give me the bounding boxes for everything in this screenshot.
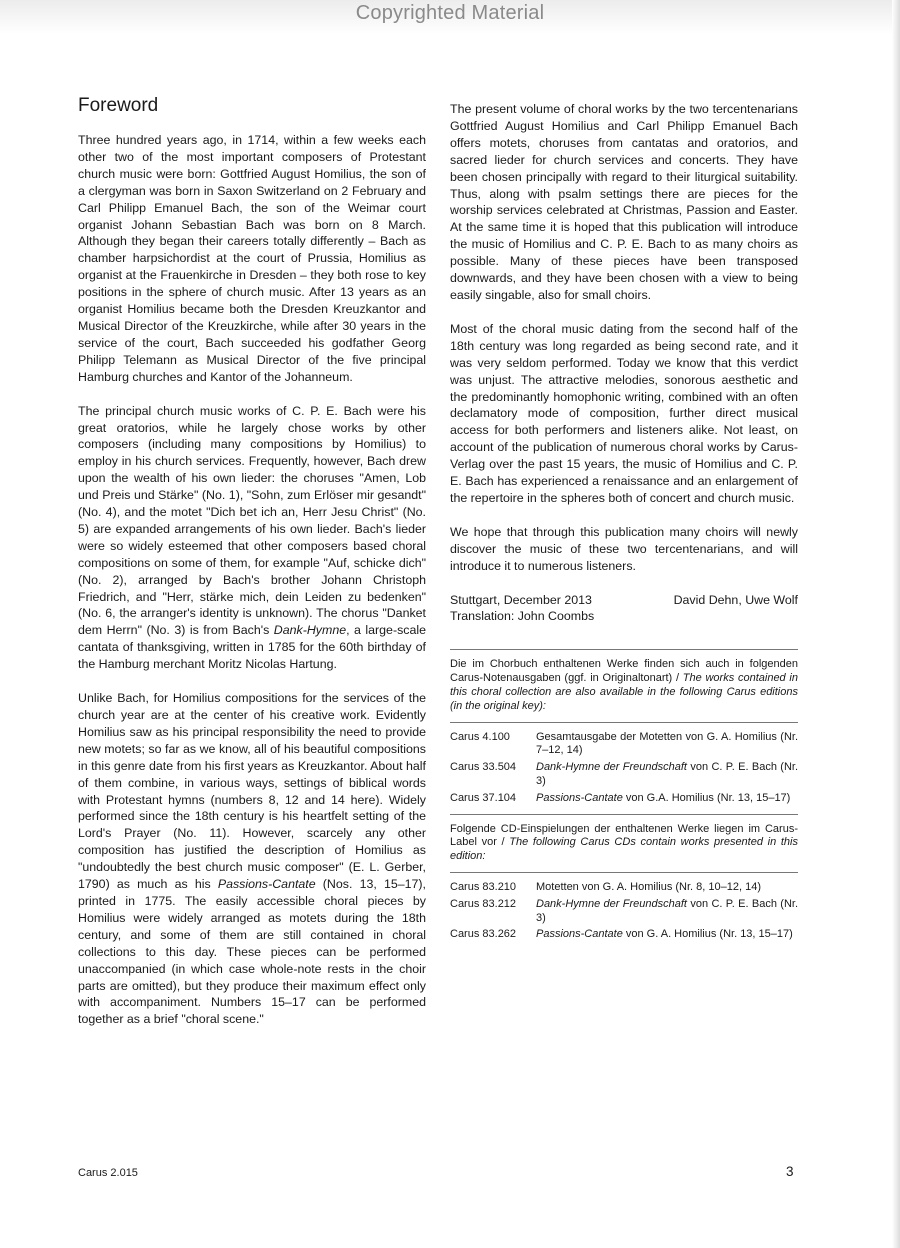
editions-intro	[450, 658, 798, 713]
cd-description	[536, 928, 798, 942]
translator: Translation: John Coombs	[450, 609, 595, 624]
edition-title: Dank-Hymne der Freundschaft	[536, 761, 687, 774]
page-right-edge	[892, 0, 900, 1248]
cd-intro-de: Folgende CD-Einspielungen der enthaltenen Werke liegen im Carus-Label vor /	[450, 822, 798, 849]
page-title: Foreword	[78, 95, 159, 116]
work-title: Dank-Hymne	[273, 623, 347, 638]
paragraph-text: Unlike Bach, for Homilius compositions for the services of the church year are at the center of his creative work. Evidently Homilius saw as his principal responsibility the need to provide new motets; so far as we know, all of his beautiful compositions in this genre date from his first years as Kreuzkantor. About half of them combine, in various ways, settings of biblical words with Protestant hymns (numbers 8, 12 and 14 here). Widely performed since the 18th century is his heartfelt setting of the Lord's Prayer (No. 11). However, scarcely any other composition has justified the description of Homilius as "undoubtedly the best church music composer" (E. L. Gerber, 1790) as much as his	[78, 691, 426, 892]
cd-intro	[450, 823, 798, 864]
cd-title: Dank-Hymne der Freundschaft	[536, 897, 687, 910]
divider	[450, 722, 798, 723]
paragraph-intro: Three hundred years ago, in 1714, within a few weeks each other two of the most important composers of Protestant church music were born: Gottfried August Homilius, the son of a clergyman was born in Saxon Switzerland on 2 February and Carl Philipp Emanuel Bach, the son of the Weimar court organist Johann Sebastian Bach was born on 8 March. Although they began their careers totally differently – Bach as chamber harpsichordist at the court of Prussia, Homilius as organist at the Frauenkirche in Dresden – they both rose to key positions in the sphere of church music. After 13 years as an organist Homilius became both the Dresden Kreuzkantor and Musical Director of the Kreuzkirche, while after 30 years in the service of the court, Bach succeeded his godfather Georg Philipp Telemann as Musical Director of the five principal Hamburg churches and Kantor of the Johanneum.	[78, 133, 426, 384]
cd-text: von C. P. E. Bach (Nr. 3)	[536, 897, 799, 924]
paragraph-text: The principal church music works of C. P. E. Bach were his great oratorios, while he largely chose works by other composers (including many compositions by Homilius) to employ in his church services. Frequently, however, Bach drew upon the wealth of his own lieder: the choruses "Amen, Lob und Preis und Stärke" (No. 1), "Sohn, zum Erlöser mir gesandt" (No. 4), and the motet "Dich bet ich an, Herr Jesu Christ" (No. 5) are expanded arrangements of his own lieder. Bach's lieder were so widely esteemed that other composers based choral compositions on some of them, for example "Auf, schicke dich" (No. 2), arranged by Bach's brother Johann Christoph Friedrich, and "Herr, stärke mich, dein Leiden zu bedenken" (No. 6, the arranger's identity is unknown). The chorus "Danket dem Herrn" (No. 3) is from Bach's	[78, 403, 426, 638]
watermark: Copyrighted Material	[355, 2, 545, 24]
cd-row	[450, 881, 798, 895]
right-column	[450, 101, 798, 945]
edition-text: Gesamtausgabe der Motetten von G. A. Homilius (Nr. 7–12, 14)	[536, 730, 798, 757]
cd-number: Carus 83.212	[450, 897, 517, 910]
edition-description	[536, 731, 798, 759]
paragraph-reception: Most of the choral music dating from the second half of the 18th century was long regarded as being second rate, and it was very seldom performed. Today we know that this verdict was unjust. The attractive melodies, sonorous aesthetic and the predominantly homophonic writing, combined with an often declamatory mode of composition, further direct musical access for both performers and listeners alike. Not least, on account of the publication of numerous choral works by Carus-Verlag over the past 15 years, the music of Homilius and C. P. E. Bach has experienced a renaissance and an enlargement of the repertoire in the spheres both of concert and church music.	[450, 321, 798, 505]
work-title: Passions-Cantate	[217, 877, 316, 892]
divider	[450, 649, 798, 650]
signature-block	[450, 592, 798, 626]
editions-box	[450, 649, 798, 942]
edition-row	[450, 761, 798, 789]
editions-list	[450, 731, 798, 806]
cd-title: Passions-Cantate	[536, 928, 623, 941]
edition-number: Carus 4.100	[450, 730, 510, 743]
cd-text: von G. A. Homilius (Nr. 13, 15–17)	[622, 928, 793, 941]
paragraph-homilius	[78, 690, 426, 1028]
catalog-number: Carus 2.015	[78, 1167, 138, 1179]
divider	[450, 872, 798, 873]
paragraph-volume: The present volume of choral works by the two tercentenarians Gottfried August Homilius and Carl Philipp Emanuel Bach offers motets, choruses from cantatas and oratorios, and sacred lieder for church services and concerts. They have been chosen principally with regard to their liturgical suitability. Thus, along with psalm settings there are pieces for the worship services celebrated at Christmas, Passion and Easter. At the same time it is hoped that this publication will introduce the music of Homilius and C. P. E. Bach to as many choirs as possible. Many of these pieces have been transposed downwards, and they have been chosen with a view to being easily singable, also for small choirs.	[450, 102, 798, 302]
cd-number: Carus 83.210	[450, 880, 517, 893]
cd-text: Motetten von G. A. Homilius (Nr. 8, 10–12, 14)	[536, 880, 761, 893]
edition-description	[536, 792, 798, 806]
editions-intro-en: The works contained in this choral collection are also available in the following Carus editions (in the original key):	[450, 672, 798, 712]
left-column	[78, 95, 426, 1045]
place-date: Stuttgart, December 2013	[450, 592, 592, 607]
edition-description	[536, 761, 798, 789]
paragraph-hope: We hope that through this publication many choirs will newly discover the music of these two tercentenarians, and will introduce it to numerous listeners.	[450, 524, 798, 573]
page-number: 3	[786, 1164, 794, 1179]
edition-text: von G.A. Homilius (Nr. 13, 15–17)	[622, 791, 791, 804]
edition-row	[450, 731, 798, 759]
edition-row	[450, 792, 798, 806]
cd-description	[536, 881, 798, 895]
cd-row	[450, 928, 798, 942]
cd-number: Carus 83.262	[450, 928, 517, 941]
edition-number: Carus 33.504	[450, 761, 517, 774]
divider	[450, 814, 798, 815]
cd-row	[450, 898, 798, 926]
cd-description	[536, 898, 798, 926]
cd-list	[450, 881, 798, 942]
paragraph-bach	[78, 403, 426, 674]
edition-number: Carus 37.104	[450, 791, 517, 804]
edition-text: von C. P. E. Bach (Nr. 3)	[536, 761, 799, 787]
paragraph-text: , a large-scale cantata of thanksgiving, written in 1785 for the 60th birthday of the Hamburg merchant Moritz Nicolas Hartung.	[78, 623, 427, 672]
editions-intro-de: Die im Chorbuch enthaltenen Werke finden sich auch in folgenden Carus-Notenausgaben (ggf. in Originaltonart) /	[450, 658, 798, 685]
paragraph-text: (Nos. 13, 15–17), printed in 1775. The easily accessible choral pieces by Homilius were widely arranged as motets during the 18th century, and some of them are still contained in choral collections to this day. These pieces can be performed unaccompanied (in which case whole-note rests in the choir parts are omitted), but they produce their maximum effect only with accompaniment. Numbers 15–17 can be performed together as a brief "choral scene."	[78, 877, 426, 1027]
edition-title: Passions-Cantate	[536, 791, 623, 804]
cd-intro-en: The following Carus CDs contain works presented in this edition:	[450, 836, 798, 863]
authors: David Dehn, Uwe Wolf	[673, 592, 798, 607]
